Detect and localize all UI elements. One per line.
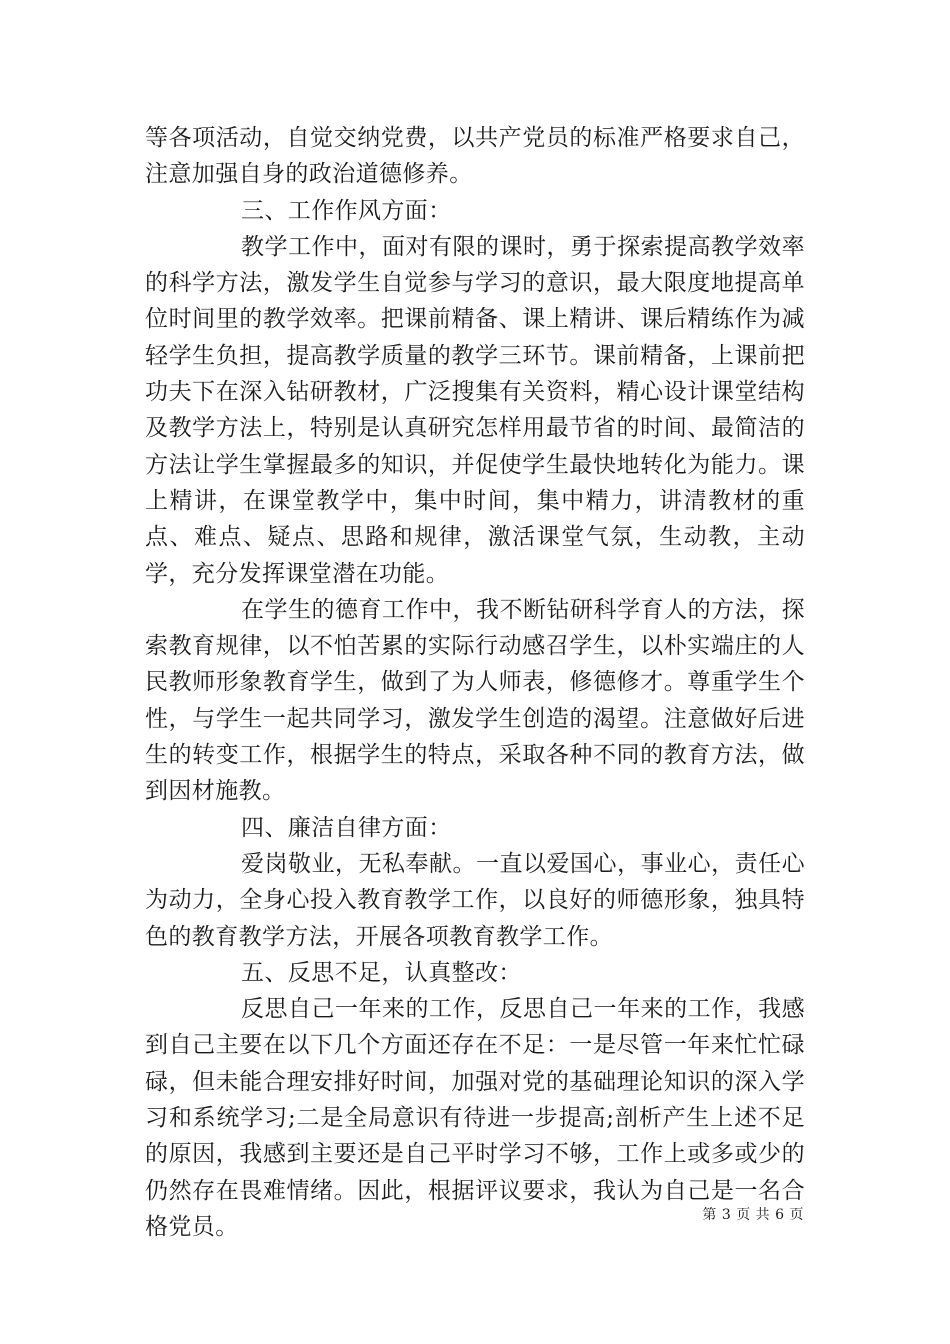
paragraph-teaching-work: 教学工作中，面对有限的课时，勇于探索提高教学效率的科学方法，激发学生自觉参与学习的意识，最大限度地提高单位时间里的教学效率。把课前精备、课上精讲、课后精练作为减轻学生负担，提高教学质量的教学三环节。课前精备，上课前把功夫下在深入钻研教材，广泛搜集有关资料，精心设计课堂结构及教学方法上，特别是认真研究怎样用最节省的时间、最简洁的方法让学生掌握最多的知识，并促使学生最快地转化为能力。课上精讲，在课堂教学中，集中时间，集中精力，讲清教材的重点、难点、疑点、思路和规律，激活课堂气氛，生动教，主动学，充分发挥课堂潜在功能。 [145, 233, 805, 587]
section-heading-work-style: 三、工作作风方面： [241, 197, 452, 224]
paragraph-reflection: 反思自己一年来的工作，反思自己一年来的工作，我感到自己主要在以下几个方面还存在不足：一是尽管一年来忙忙碌碌，但未能合理安排好时间，加强对党的基础理论知识的深入学习和系统学习;二是全局意识有待进一步提高;剖析产生上述不足的原因，我感到主要还是自己平时学习不够，工作上或多或少的仍然存在畏难情绪。因此，根据评议要求，我认为自己是一名合格党员。 [145, 996, 805, 1240]
section-heading-reflection: 五、反思不足，认真整改： [241, 959, 522, 986]
paragraph-moral-education: 在学生的德育工作中，我不断钻研科学育人的方法，探索教育规律，以不怕苦累的实际行动感召学生，以朴实端庄的人民教师形象教育学生，做到了为人师表，修德修才。尊重学生个性，与学生一起共同学习，激发学生创造的渴望。注意做好后进生的转变工作，根据学生的特点，采取各种不同的教育方法，做到因材施教。 [145, 596, 805, 805]
paragraph-continuation: 等各项活动，自觉交纳党费，以共产党员的标准严格要求自己，注意加强自身的政治道德修养。 [145, 125, 805, 188]
document-body [145, 120, 805, 1245]
paragraph-dedication: 爱岗敬业，无私奉献。一直以爱国心，事业心，责任心为动力，全身心投入教育教学工作，以良好的师德形象，独具特色的教育教学方法，开展各项教育教学工作。 [145, 850, 805, 950]
section-heading-integrity: 四、廉洁自律方面： [241, 814, 452, 841]
page-number-footer: 第 3 页 共 6 页 [702, 1207, 804, 1223]
